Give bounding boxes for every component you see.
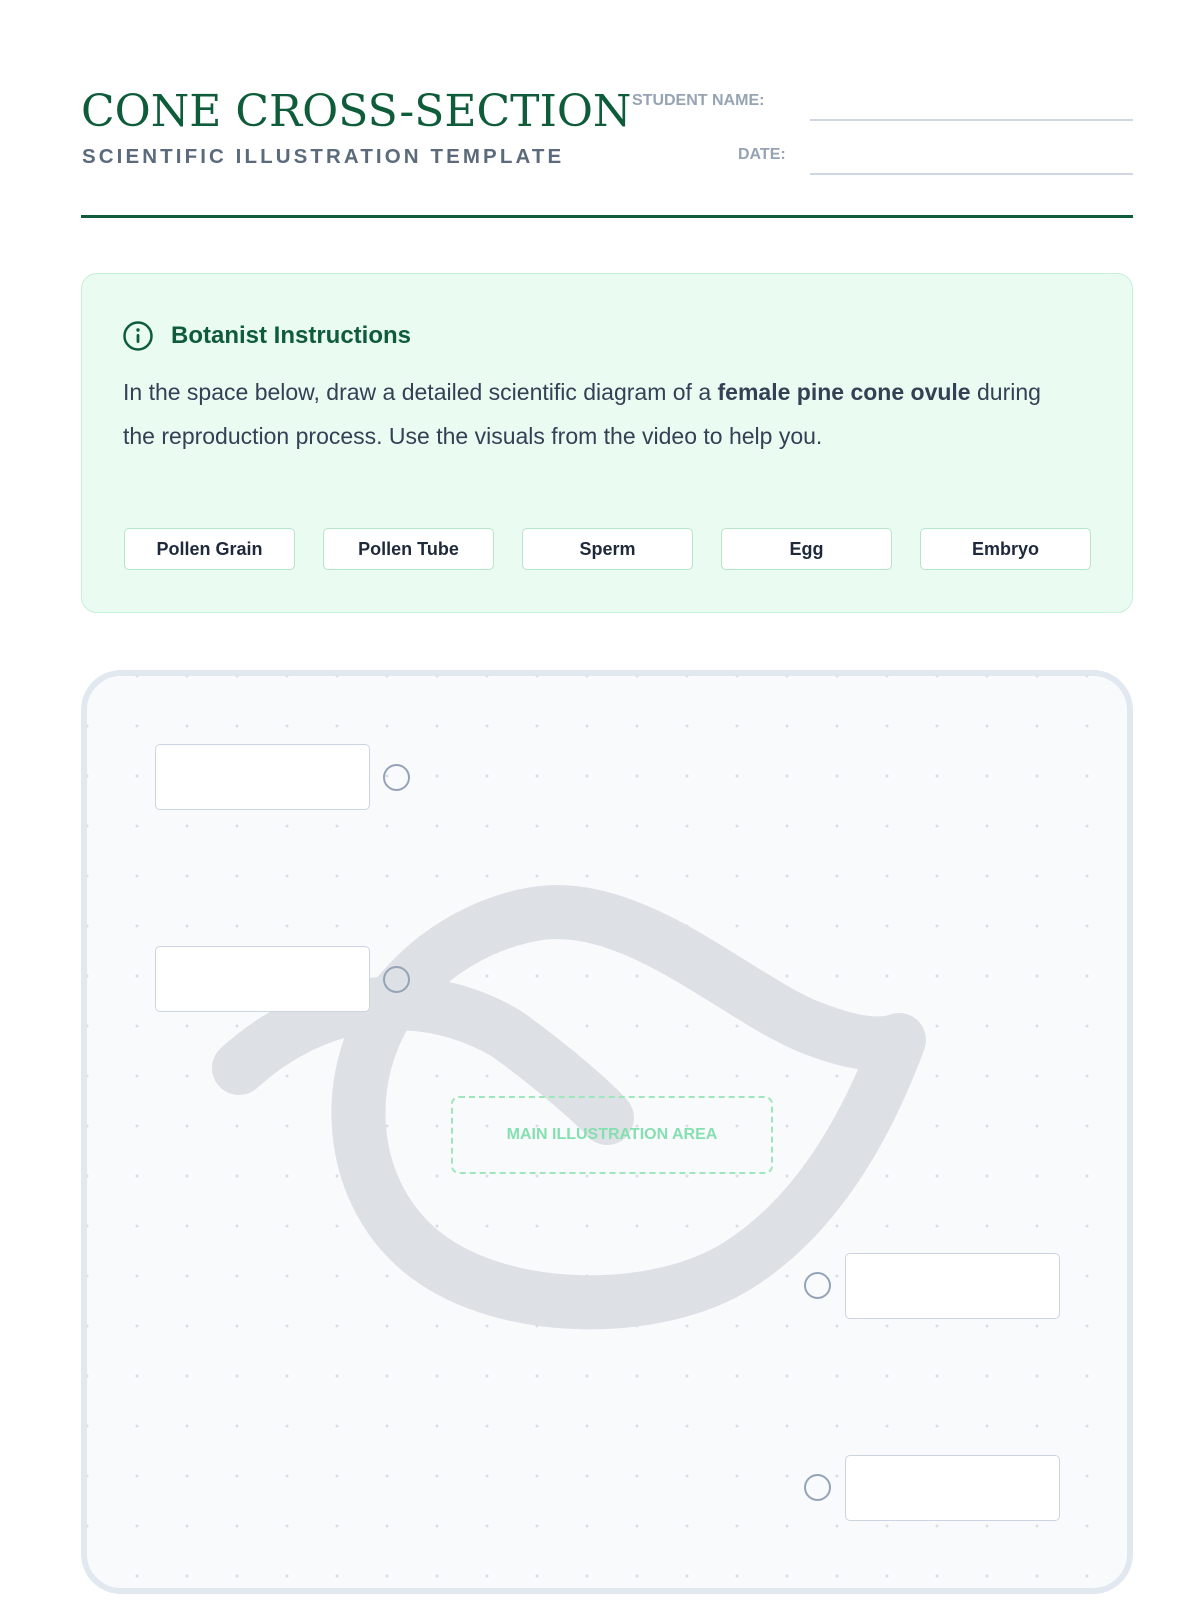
term-chip-pollen-grain[interactable]: Pollen Grain (124, 528, 295, 570)
term-chip-embryo[interactable]: Embryo (920, 528, 1091, 570)
label-box-2[interactable] (155, 946, 370, 1012)
student-name-field[interactable] (810, 119, 1133, 121)
term-chip-sperm[interactable]: Sperm (522, 528, 693, 570)
term-chip-egg[interactable]: Egg (721, 528, 892, 570)
instructions-text: In the space below, draw a detailed scientific diagram of a female pine cone ovule during the reproduction process. Use the visuals from the video to help you. (123, 379, 1041, 449)
label-anchor-1[interactable] (383, 764, 410, 791)
label-anchor-2[interactable] (383, 966, 410, 993)
info-icon (122, 320, 154, 352)
instructions-panel (81, 273, 1133, 613)
label-box-4[interactable] (845, 1455, 1060, 1521)
page-subtitle: SCIENTIFIC ILLUSTRATION TEMPLATE (82, 145, 565, 168)
drawing-canvas[interactable] (81, 670, 1133, 1594)
date-field[interactable] (810, 173, 1133, 175)
instructions-title: Botanist Instructions (171, 322, 412, 349)
label-box-3[interactable] (845, 1253, 1060, 1319)
main-illustration-area[interactable]: MAIN ILLUSTRATION AREA (451, 1096, 773, 1174)
label-anchor-4[interactable] (804, 1474, 831, 1501)
header-divider (81, 215, 1133, 218)
term-chip-pollen-tube[interactable]: Pollen Tube (323, 528, 494, 570)
label-anchor-3[interactable] (804, 1272, 831, 1299)
student-name-label: STUDENT NAME: (632, 92, 765, 109)
date-label: DATE: (738, 146, 786, 163)
instructions-highlight: female pine cone ovule (717, 379, 971, 405)
term-chips (124, 528, 1091, 570)
page-title: CONE CROSS-SECTION (81, 86, 632, 137)
label-box-1[interactable] (155, 744, 370, 810)
